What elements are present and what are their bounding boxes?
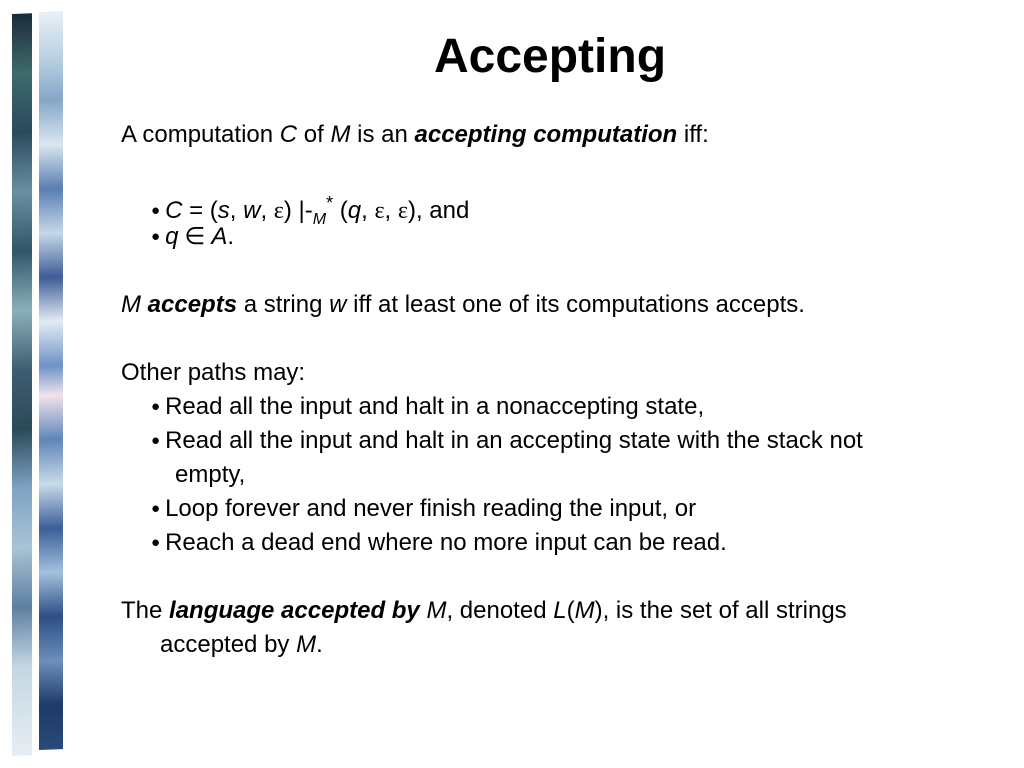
other-paths-heading: Other paths may: — [121, 359, 306, 386]
definition-language-continuation: accepted by M. — [160, 631, 323, 658]
condition-final-state: ● q ∈ A. — [151, 223, 235, 250]
slide-body — [121, 118, 1011, 662]
list-item: ● Loop forever and never finish reading the input, or — [151, 495, 697, 522]
list-item: ● Read all the input and halt in a nonaccepting state, — [151, 393, 705, 420]
term-accepts: accepts — [141, 291, 238, 318]
term-accepting-computation: accepting computation — [414, 121, 678, 148]
decorative-strip-right — [39, 11, 63, 750]
slide-title: Accepting — [433, 30, 667, 83]
definition-language: The language accepted by M, denoted L(M), is the set of all strings — [121, 597, 847, 624]
list-item: ● Reach a dead end where no more input can be read. — [151, 529, 727, 556]
definition-accepting-computation: A computation C of M is an accepting computation iff: — [121, 121, 709, 148]
decorative-strip-left — [12, 13, 32, 756]
term-language-accepted-by: language accepted by — [169, 597, 420, 624]
list-item-continuation: empty, — [175, 461, 246, 488]
definition-accepts: M accepts a string w iff at least one of its computations accepts. — [121, 291, 805, 318]
condition-computation: ● C = (s, w, ε) $|-_M^*$ (q, ε, ε), and — [151, 193, 470, 228]
list-item: ● Read all the input and halt in an accepting state with the stack not — [151, 427, 863, 454]
